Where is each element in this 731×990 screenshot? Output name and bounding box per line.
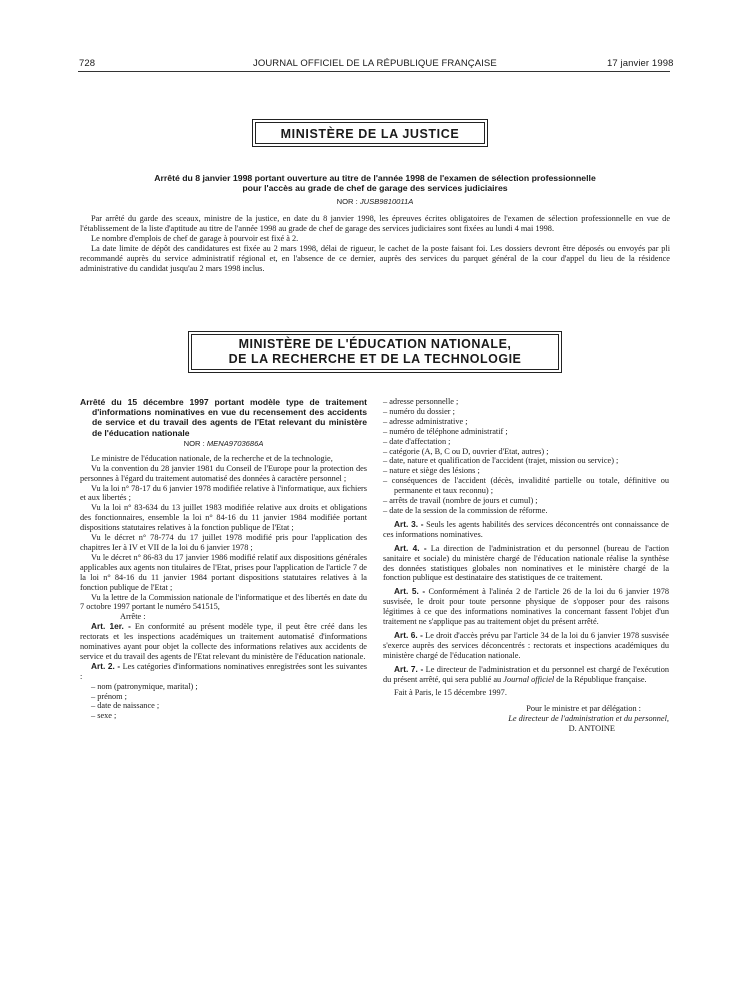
list-item: – nom (patronymique, marital) ;	[91, 681, 198, 691]
article-2	[80, 662, 367, 682]
article-text: Le directeur de l'administration et du personnel est chargé de l'exécution du présent arrêté, qui sera publié au	[383, 664, 669, 684]
justice-paragraph: Par arrêté du garde des sceaux, ministre de la justice, en date du 8 janvier 1998, les épreuves écrites obligatoires de l'examen de sélection professionnelle en vue de l'établissement de la liste d'aptitude au titre de l'année 1998 au grade de chef de garage des services judiciaires sont fixées au lundi 4 mai 1998.	[80, 214, 670, 233]
visa-paragraph: Vu la lettre de la Commission nationale de l'informatique et des libertés en date du 7 octobre 1997 portant le numéro 541515,	[80, 592, 367, 612]
list-item: – date de naissance ;	[91, 701, 160, 711]
nor-label: NOR :	[183, 438, 205, 448]
article-label: Art. 1er. -	[91, 621, 131, 632]
list-item: – adresse personnelle ;	[383, 397, 459, 406]
article-label: Art. 6. -	[394, 629, 423, 640]
list-item: – date de la session de la commission de réforme.	[383, 505, 548, 515]
justice-paragraph: Le nombre d'emplois de chef de garage à pourvoir est fixé à 2.	[91, 233, 299, 243]
nor-code: MENA9703686A	[206, 438, 264, 448]
article-7	[383, 665, 669, 685]
nor-justice	[80, 197, 670, 206]
nor-label: NOR :	[336, 197, 358, 206]
ministry-title-justice: MINISTÈRE DE LA JUSTICE	[255, 122, 485, 144]
list-item: – adresse administrative ;	[383, 416, 468, 426]
arrete-word: Arrête :	[120, 612, 146, 622]
arrete-title-line-2: pour l'accès au grade de chef de garage des services judiciaires	[242, 183, 508, 193]
visa-paragraph: Vu la loi n° 78-17 du 6 janvier 1978 modifiée relative à l'informatique, aux fichiers et aux libertés ;	[80, 483, 367, 503]
arrete-title-line-1: Arrêté du 8 janvier 1998 portant ouverture au titre de l'année 1998 de l'examen de sélection professionnelle	[154, 173, 596, 183]
list-item: – date, nature et qualification de l'accident (trajet, mission ou service) ;	[383, 456, 619, 466]
article-4	[383, 544, 669, 584]
signatory-title: Le directeur de l'administration et du personnel,	[508, 714, 669, 724]
article-3	[383, 520, 669, 540]
journal-reference: Journal officiel	[503, 674, 555, 684]
ministry-title-education	[191, 334, 559, 370]
article-text-end: de la République française.	[554, 674, 647, 684]
article-label: Art. 5. -	[394, 586, 426, 597]
visa-paragraph: Vu la convention du 28 janvier 1981 du Conseil de l'Europe pour la protection des personnes à l'égard du traitement automatisé des données à caractère personnel ;	[80, 463, 367, 483]
visas	[80, 454, 367, 721]
arrete-title-justice	[80, 173, 670, 193]
article-1	[80, 622, 367, 662]
list-item: – numéro de téléphone administratif ;	[383, 426, 508, 436]
issue-date: 17 janvier 1998	[607, 58, 674, 69]
article-text: En conformité au présent modèle type, il peut être créé dans les rectorats et les inspections académiques un traitement automatisé d'informations nominatives ayant pour objet la collecte des informations relatives aux accidents de service et du travail des agents de l'Etat relevant du ministère de l'éducation nationale.	[80, 622, 367, 661]
list-item: – catégorie (A, B, C ou D, ouvrier d'Etat, autres) ;	[383, 446, 549, 456]
signature-block	[383, 704, 669, 734]
information-list-left	[80, 682, 367, 722]
justice-paragraph: La date limite de dépôt des candidatures est fixée au 2 mars 1998, délai de rigueur, le cachet de la poste faisant foi. Les dossiers devront être déposés ou envoyés par pli recommandé auprès du service administratif régional et, en l'absence de ce dernier, auprès des services du parquet général de la cour d'appel du lieu de la résidence administrative du candidat jusqu'au 2 mars 1998 inclus.	[80, 243, 670, 273]
done-at: Fait à Paris, le 15 décembre 1997.	[394, 688, 507, 698]
visa-paragraph: Vu le décret n° 78-774 du 17 juillet 1978 modifié pris pour l'application des chapitres Ier à IV et VII de la loi du 6 janvier 1978 ;	[80, 533, 367, 552]
visa-paragraph: Vu la loi n° 83-634 du 13 juillet 1983 modifiée relative aux droits et obligations des fonctionnaires, ensemble la loi n° 84-16 du 11 janvier 1984 modifiée portant dispositions statutaires relatives à la fonction publique de l'Etat ;	[80, 503, 367, 533]
list-item: – numéro du dossier ;	[383, 406, 455, 416]
article-5	[383, 587, 669, 627]
ministry-line-2: DE LA RECHERCHE ET DE LA TECHNOLOGIE	[228, 352, 522, 366]
ministry-box-justice	[252, 119, 488, 147]
article-text: Conformément à l'alinéa 2 de l'article 26 de la loi du 6 janvier 1978 susvisée, le droit pour toute personne physique de s'opposer pour des raisons légitimes à ce que des informations nominatives la concernant fassent l'objet d'un traitement ne s'applique pas au traitement objet du présent arrêté.	[383, 587, 669, 627]
header-rule	[78, 71, 670, 72]
article-label: Art. 4. -	[394, 542, 427, 553]
list-item: – date d'affectation ;	[383, 436, 451, 446]
nor-code: JUSB9810011A	[359, 197, 414, 206]
right-column	[383, 397, 669, 734]
article-label: Art. 7. -	[394, 663, 424, 674]
delegation-line: Pour le ministre et par délégation :	[526, 704, 641, 714]
arrete-title-education: Arrêté du 15 décembre 1997 portant modèle type de traitement d'informations nominatives en vue du recensement des accidents de service et du travail des agents de l'Etat relevant du ministère de l'éducation nationale	[80, 397, 367, 438]
left-column	[80, 397, 367, 721]
page-number: 728	[79, 58, 96, 69]
journal-title: JOURNAL OFFICIEL DE LA RÉPUBLIQUE FRANÇAISE	[253, 58, 497, 69]
list-item: – sexe ;	[91, 711, 117, 721]
list-item: – nature et siège des lésions ;	[383, 466, 480, 476]
justice-body	[80, 214, 670, 273]
article-6	[383, 631, 669, 661]
visa-paragraph: Le ministre de l'éducation nationale, de la recherche et de la technologie,	[91, 453, 333, 463]
ministry-line-1: MINISTÈRE DE L'ÉDUCATION NATIONALE,	[238, 337, 512, 351]
article-text: Seuls les agents habilités des services déconcentrés ont connaissance de ces informations nominatives.	[383, 519, 669, 539]
article-text: Les catégories d'informations nominatives enregistrées sont les suivantes :	[80, 661, 368, 681]
article-label: Art. 3. -	[394, 518, 424, 529]
information-list-right	[383, 397, 669, 516]
article-text: Le droit d'accès prévu par l'article 34 de la loi du 6 janvier 1978 susvisée s'exerce auprès des services déconcentrés : rectorats et inspections académiques du ministère chargé de l'éducation nationale.	[383, 630, 669, 660]
nor-education	[80, 439, 367, 448]
list-item: – prénom ;	[91, 691, 127, 701]
ministry-box-education	[188, 331, 562, 373]
article-label: Art. 2. -	[91, 660, 121, 671]
list-item: – arrêts de travail (nombre de jours et cumul) ;	[383, 496, 538, 506]
article-text: La direction de l'administration et du personnel (bureau de l'action sanitaire et sociale) du ministère chargé de l'éducation nationale réalise la synthèse des données statistiques globales non nominatives et le ministère chargé de la fonction publique est destinataire des statistiques de ce traitement.	[383, 543, 670, 583]
visa-paragraph: Vu le décret n° 86-83 du 17 janvier 1986 modifié relatif aux dispositions générales applicables aux agents non titulaires de l'Etat, prises pour l'application de l'article 7 de la loi n° 84-16 du 11 janvier 1984 portant dispositions statutaires relatives à la fonction publique de l'Etat ;	[80, 552, 367, 592]
signatory-name: D. ANTOINE	[568, 724, 615, 734]
list-item: – conséquences de l'accident (décès, invalidité partielle ou totale, définitive ou permanente et taux reconnu) ;	[383, 476, 669, 496]
